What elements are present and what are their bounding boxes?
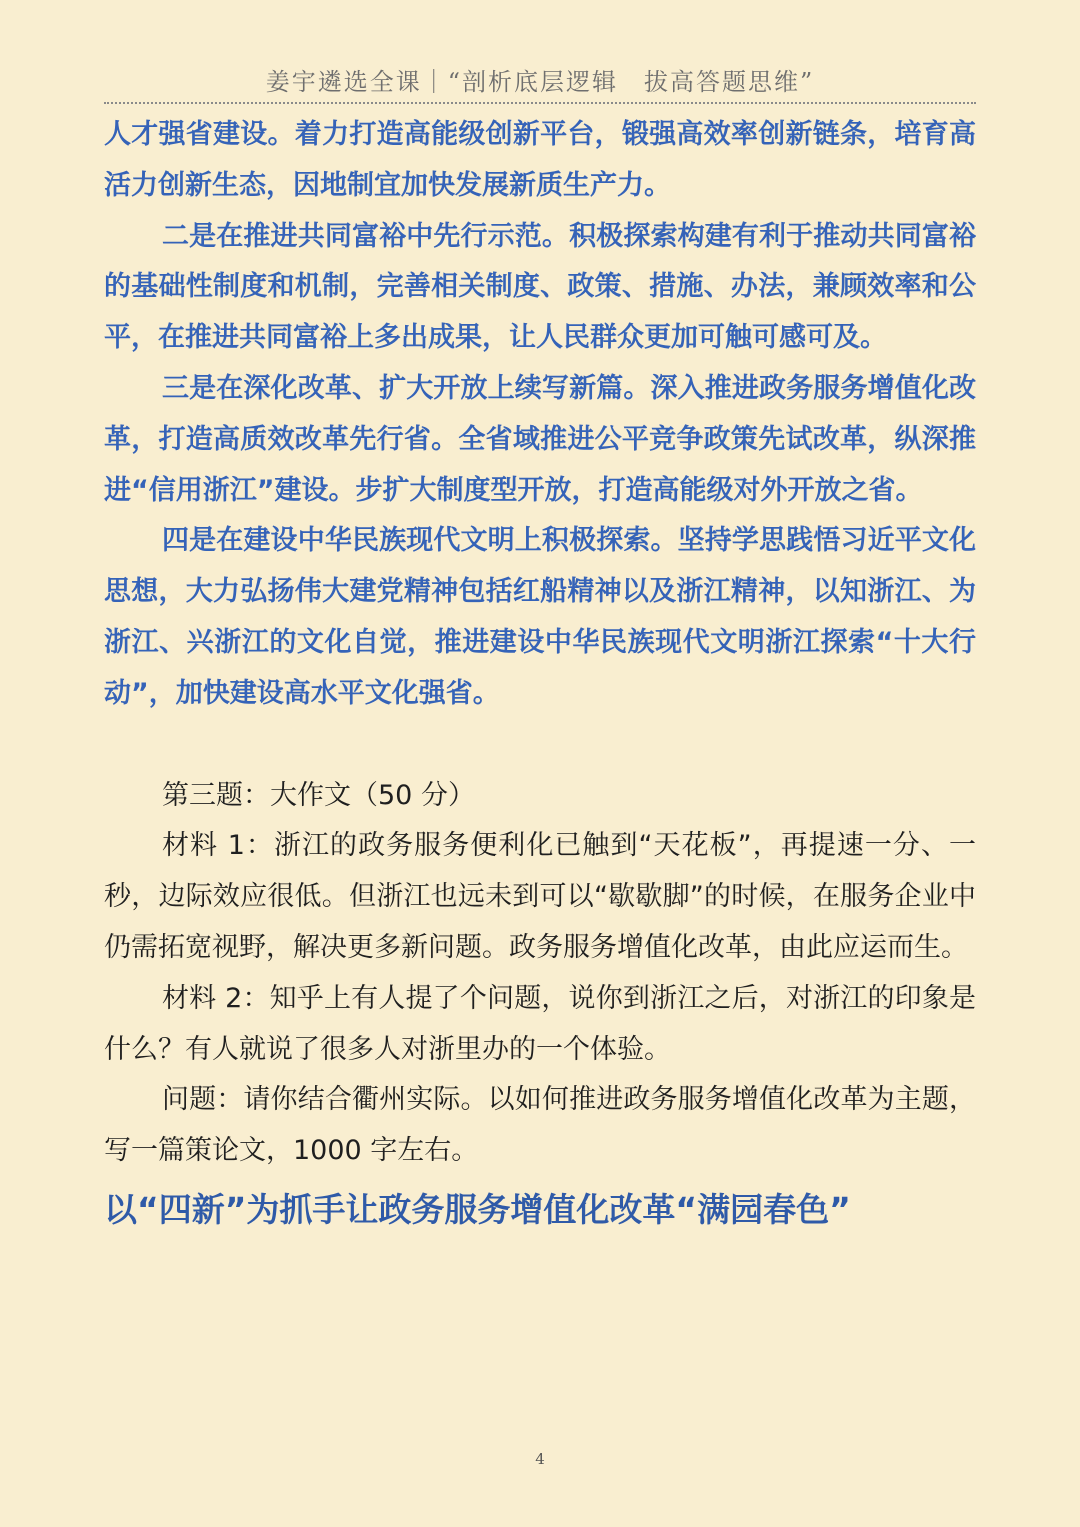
paragraph-talent: 人才强省建设。着力打造高能级创新平台，锻强高效率创新链条，培育高活力创新生态，因地制宜加快发展新质生产力。 — [104, 119, 976, 201]
question-heading: 第三题：大作文（50 分） — [162, 779, 475, 811]
essay-title: 以“四新”为抓手让政务服务增值化改革“满园春色” — [104, 1189, 851, 1229]
paragraph-reform-opening: 三是在深化改革、扩大开放上续写新篇。深入推进政务服务增值化改革，打造高质效改革先行省。全省域推进公平竞争政策先试改革，纵深推进“信用浙江”建设。步扩大制度型开放，打造高能级对外开放之省。 — [104, 372, 976, 506]
page-header: 姜宇遴选全课｜“剖析底层逻辑 拔高答题思维” — [265, 68, 815, 96]
page-body — [104, 110, 976, 1243]
paragraph-civilization: 四是在建设中华民族现代文明上积极探索。坚持学思践悟习近平文化思想，大力弘扬伟大建党精神包括红船精神以及浙江精神，以知浙江、为浙江、兴浙江的文化自觉，推进建设中华民族现代文明浙江探索“十大行动”，加快建设高水平文化强省。 — [104, 525, 976, 709]
material-2: 材料 2：知乎上有人提了个问题，说你到浙江之后，对浙江的印象是什么？有人就说了很多人对浙里办的一个体验。 — [104, 982, 976, 1065]
section-spacer — [104, 720, 976, 771]
page-number: 4 — [535, 1450, 545, 1468]
header-divider — [104, 102, 976, 104]
material-1: 材料 1：浙江的政务服务便利化已触到“天花板”，再提速一分、一秒，边际效应很低。但浙江也远未到可以“歇歇脚”的时候，在服务企业中仍需拓宽视野，解决更多新问题。政务服务增值化改革，由此应运而生。 — [104, 830, 976, 963]
question-prompt: 问题：请你结合衢州实际。以如何推进政务服务增值化改革为主题，写一篇策论文，1000 字左右。 — [104, 1084, 976, 1167]
paragraph-common-prosperity: 二是在推进共同富裕中先行示范。积极探索构建有利于推动共同富裕的基础性制度和机制，完善相关制度、政策、措施、办法，兼顾效率和公平，在推进共同富裕上多出成果，让人民群众更加可触可感可及。 — [104, 220, 976, 354]
